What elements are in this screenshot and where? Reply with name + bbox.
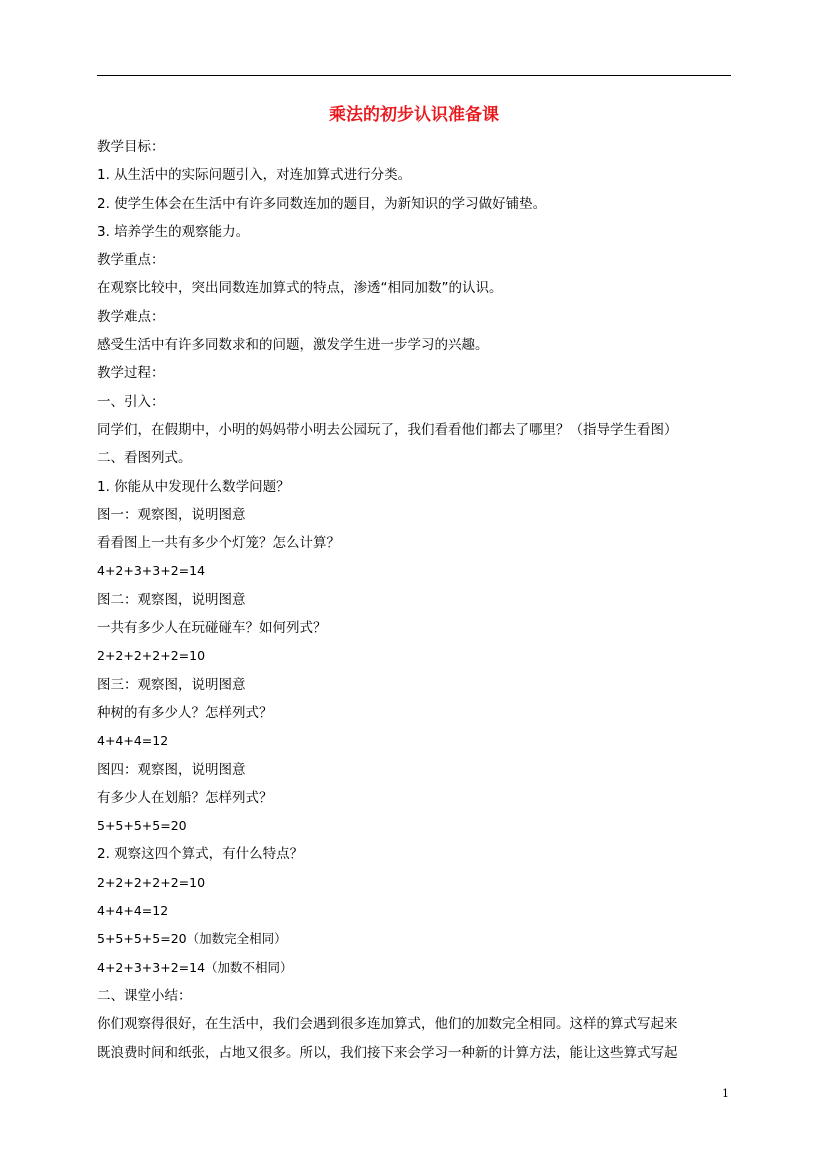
equation-line: 4+4+4=12 — [97, 733, 169, 749]
page-number: 1 — [722, 1087, 729, 1100]
text-line: 教学目标： — [97, 139, 165, 155]
text-line: 2. 观察这四个算式，有什么特点？ — [97, 846, 304, 863]
text-line: 一共有多少人在玩碰碰车？如何列式？ — [97, 620, 327, 637]
text-line: 3. 培养学生的观察能力。 — [97, 223, 250, 240]
text-line: 图一：观察图，说明图意 — [97, 506, 246, 523]
text-line: 有多少人在划船？怎样列式？ — [97, 789, 273, 806]
document-title: 乘法的初步认识准备课 — [329, 105, 499, 125]
text-line: 感受生活中有许多同数求和的问题，激发学生进一步学习的兴趣。 — [97, 337, 489, 354]
text-line: 同学们，在假期中，小明的妈妈带小明去公园玩了，我们看看他们都去了哪里？（指导学生看图） — [97, 421, 678, 438]
text-line: 在观察比较中，突出同数连加算式的特点，渗透“相同加数”的认识。 — [97, 280, 503, 297]
document-body — [97, 133, 737, 1067]
text-line: 图四：观察图，说明图意 — [97, 761, 246, 778]
text-line: 二、课堂小结： — [97, 987, 192, 1004]
text-line: 图二：观察图，说明图意 — [97, 591, 246, 608]
text-line: 教学过程： — [97, 365, 165, 382]
equation-line: 4+2+3+3+2=14（加数不相同） — [97, 959, 293, 975]
text-line: 你们观察得很好，在生活中，我们会遇到很多连加算式，他们的加数完全相同。这样的算式写起来 — [97, 1016, 678, 1033]
header-rule — [97, 75, 731, 76]
equation-line: 2+2+2+2+2=10 — [97, 648, 206, 664]
text-line: 既浪费时间和纸张，占地又很多。所以，我们接下来会学习一种新的计算方法，能让这些算式写起 — [97, 1044, 678, 1061]
equation-line: 4+2+3+3+2=14 — [97, 563, 206, 579]
text-line: 图三：观察图，说明图意 — [97, 676, 246, 693]
equation-line: 2+2+2+2+2=10 — [97, 874, 206, 890]
text-line: 二、看图列式。 — [97, 450, 192, 467]
text-line: 种树的有多少人？怎样列式？ — [97, 704, 273, 721]
text-line: 教学重点： — [97, 252, 165, 269]
equation-line: 5+5+5+5=20（加数完全相同） — [97, 931, 287, 947]
equation-line: 5+5+5+5=20 — [97, 818, 187, 834]
text-line: 2. 使学生体会在生活中有许多同数连加的题目，为新知识的学习做好铺垫。 — [97, 195, 547, 212]
text-line: 看看图上一共有多少个灯笼？怎么计算？ — [97, 535, 340, 552]
equation-line: 4+4+4=12 — [97, 903, 169, 919]
text-line: 1. 你能从中发现什么数学问题？ — [97, 478, 290, 495]
text-line: 教学难点： — [97, 308, 165, 325]
text-line: 1. 从生活中的实际问题引入，对连加算式进行分类。 — [97, 167, 412, 184]
text-line: 一、引入： — [97, 393, 165, 410]
